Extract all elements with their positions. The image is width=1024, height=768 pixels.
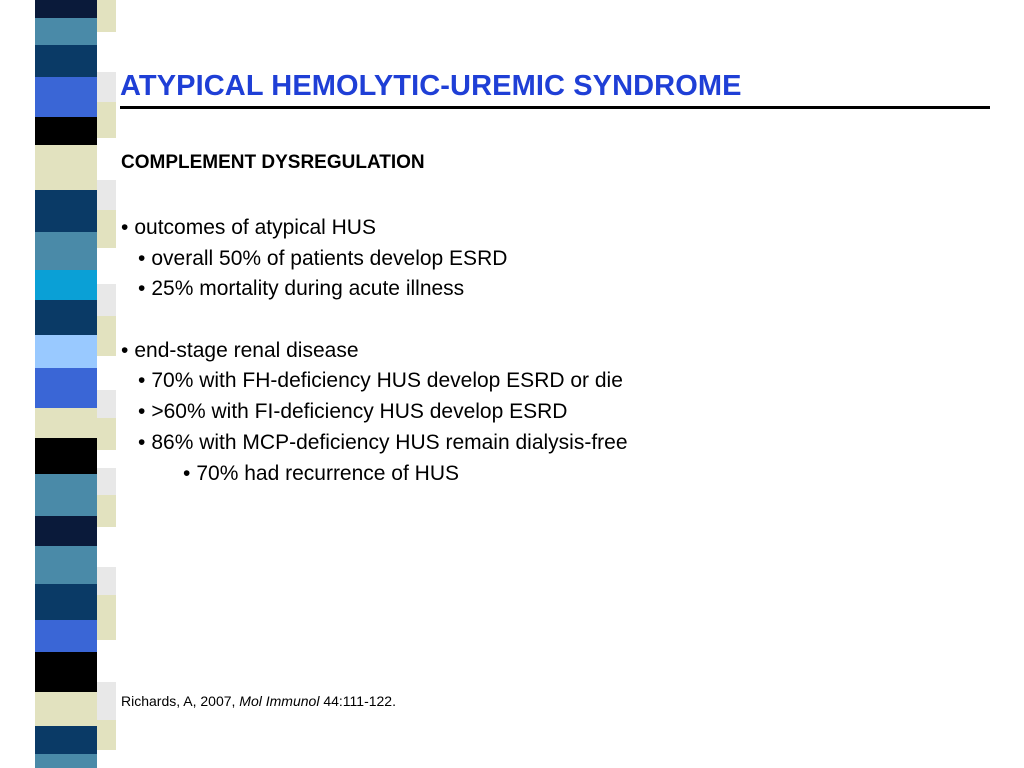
strip-band-narrow [97, 138, 116, 180]
left-column-blocks [0, 0, 35, 768]
strip-band-narrow [97, 567, 116, 595]
bullet-dot: • [138, 369, 146, 393]
strip-band [35, 18, 97, 45]
strip-band [35, 145, 97, 190]
strip-band-narrow [97, 180, 116, 210]
strip-band-narrow [97, 102, 116, 138]
bullet-text: 86% with MCP-deficiency HUS remain dialysis-free [151, 430, 628, 454]
strip-band [35, 232, 97, 270]
citation-volume: 44:111-122. [319, 693, 396, 709]
strip-band-narrow [97, 495, 116, 527]
list-item [121, 428, 628, 459]
bullet-text: overall 50% of patients develop ESRD [151, 246, 508, 270]
strip-band [35, 0, 97, 18]
strip-band [35, 692, 97, 726]
decorative-side-strip [0, 0, 116, 768]
strip-band-narrow [97, 284, 116, 316]
list-item [121, 459, 628, 490]
strip-band-narrow [97, 468, 116, 495]
strip-band-narrow [97, 210, 116, 248]
strip-band-narrow [97, 32, 116, 72]
list-item [121, 366, 628, 397]
bullet-dot: • [138, 277, 146, 301]
bullet-dot: • [138, 246, 146, 270]
strip-band [35, 408, 97, 438]
strip-band [35, 546, 97, 584]
strip-band-narrow [97, 390, 116, 418]
bullet-dot: • [121, 216, 129, 239]
strip-band-narrow [97, 750, 116, 768]
bullet-text: 70% with FH-deficiency HUS develop ESRD or die [151, 369, 623, 393]
list-item [121, 397, 628, 428]
bullet-text: >60% with FI-deficiency HUS develop ESRD [151, 400, 568, 424]
citation-authors: Richards, A, 2007, [121, 693, 240, 709]
strip-band-narrow [97, 640, 116, 682]
strip-band-narrow [97, 682, 116, 720]
strip-band-narrow [97, 595, 116, 640]
slide-title: ATYPICAL HEMOLYTIC-UREMIC SYNDROME [120, 70, 742, 102]
strip-band [35, 117, 97, 145]
strip-band-narrow [97, 72, 116, 102]
strip-band-narrow [97, 720, 116, 750]
list-item [121, 244, 628, 275]
bullet-dot: • [183, 461, 191, 485]
list-item [121, 336, 628, 367]
strip-band-narrow [97, 248, 116, 284]
strip-band [35, 190, 97, 232]
strip-band [35, 754, 97, 768]
list-item [121, 213, 628, 244]
strip-band [35, 335, 97, 368]
strip-band-narrow [97, 356, 116, 390]
list-spacer [121, 305, 628, 336]
strip-band [35, 368, 97, 408]
strip-band [35, 652, 97, 692]
strip-band [35, 300, 97, 335]
title-underline [120, 106, 990, 109]
citation-journal: Mol Immunol [239, 693, 320, 709]
bullet-dot: • [138, 400, 146, 424]
strip-band [35, 726, 97, 754]
strip-band-narrow [97, 316, 116, 356]
strip-band-narrow [97, 450, 116, 468]
bullet-dot: • [121, 338, 129, 362]
strip-band-narrow [97, 418, 116, 450]
strip-band-narrow [97, 527, 116, 567]
strip-band-narrow [97, 0, 116, 32]
strip-band [35, 584, 97, 620]
bullet-text: outcomes of atypical HUS [134, 216, 376, 239]
bullet-text: 70% had recurrence of HUS [196, 461, 459, 485]
bullet-list [121, 213, 628, 489]
strip-band [35, 45, 97, 77]
strip-band [35, 438, 97, 474]
strip-band [35, 516, 97, 546]
strip-band [35, 77, 97, 117]
bullet-text: end-stage renal disease [134, 338, 359, 362]
citation [121, 693, 396, 709]
list-item [121, 274, 628, 305]
bullet-dot: • [138, 430, 146, 454]
strip-band [35, 270, 97, 300]
strip-band [35, 474, 97, 516]
bullet-text: 25% mortality during acute illness [151, 277, 465, 301]
section-subtitle: COMPLEMENT DYSREGULATION [121, 152, 425, 173]
strip-band [35, 620, 97, 652]
